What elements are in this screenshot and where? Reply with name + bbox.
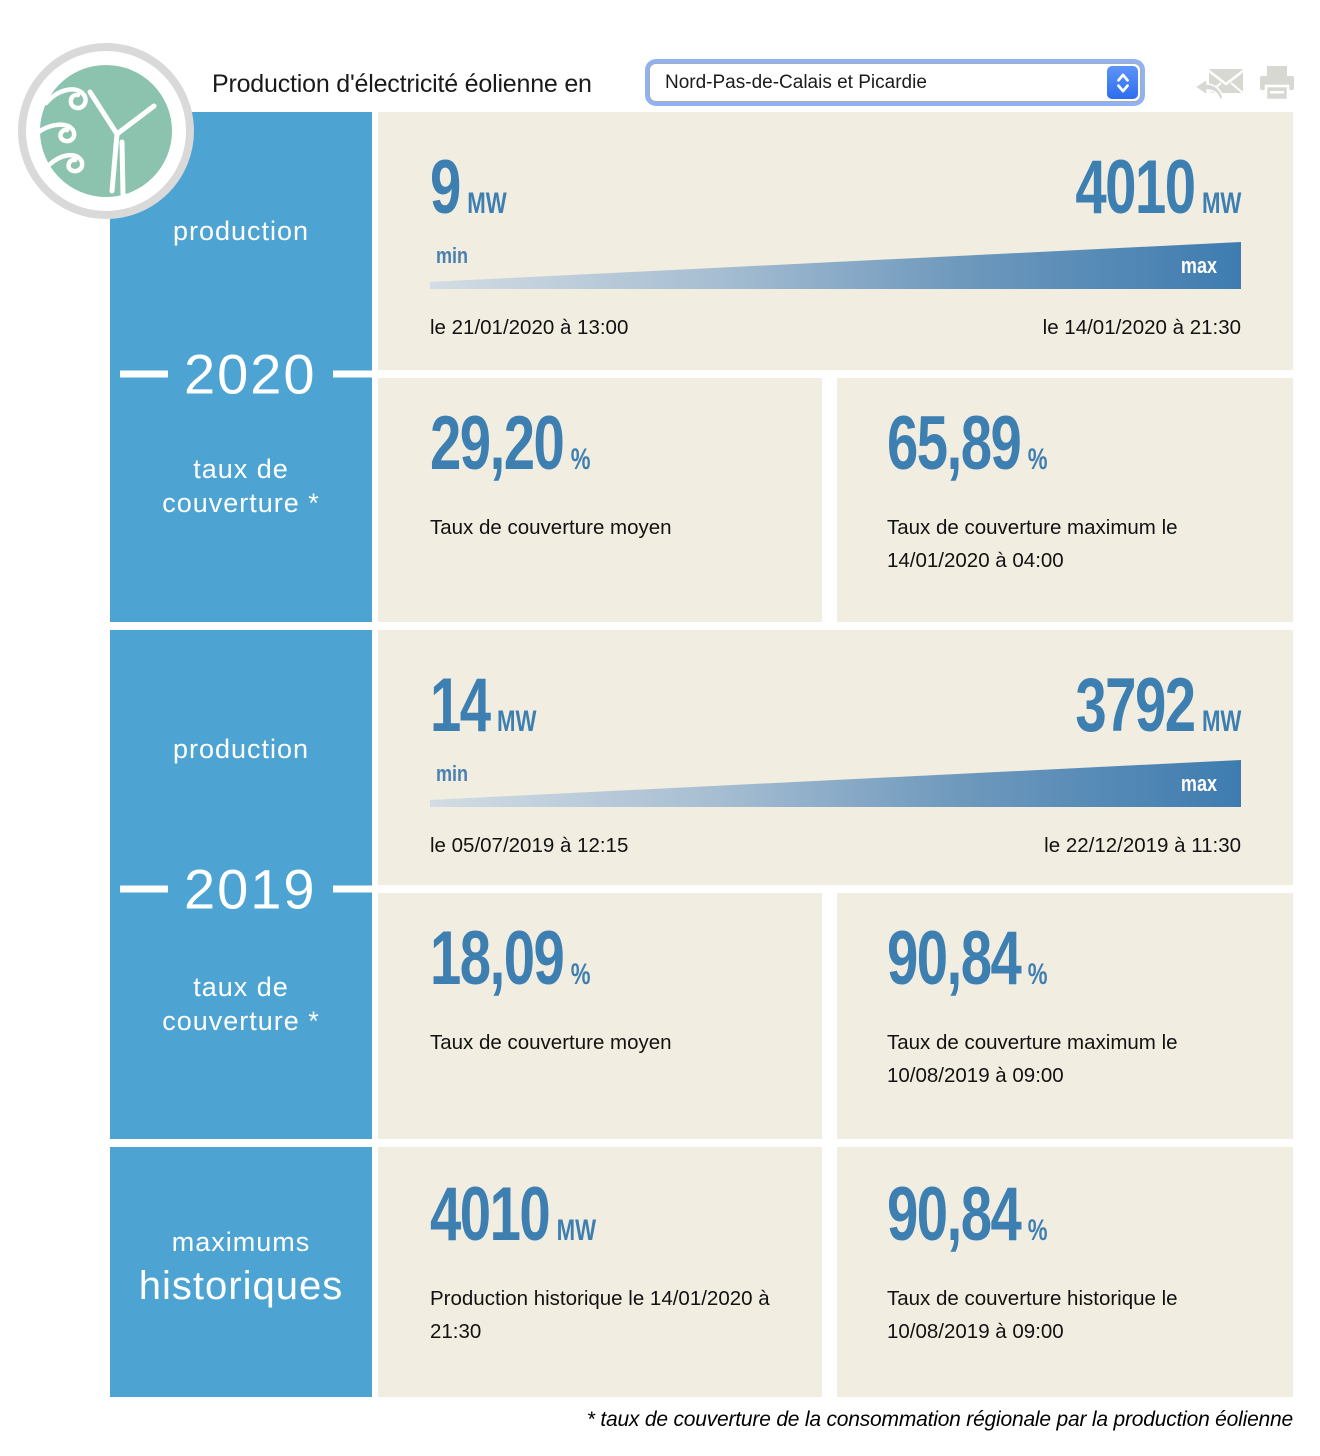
coverage-average-caption: Taux de couverture moyen xyxy=(430,1031,672,1055)
coverage-average-panel-2020 xyxy=(378,378,822,622)
coverage-label: taux de couverture * xyxy=(162,972,320,1036)
min-production-value: 9 MW xyxy=(430,144,507,230)
send-mail-icon[interactable] xyxy=(1193,67,1245,106)
max-date: le 14/01/2020 à 21:30 xyxy=(1042,316,1241,339)
historical-production-value: 4010 MW xyxy=(430,1172,597,1257)
min-date: le 05/07/2019 à 12:15 xyxy=(430,834,629,857)
up-down-chevrons-icon[interactable] xyxy=(1107,66,1138,99)
coverage-average-value: 18,09 % xyxy=(430,916,591,1001)
min-label: min xyxy=(436,243,469,268)
coverage-footnote: * taux de couverture de la consommation régionale par la production éolienne xyxy=(586,1408,1293,1431)
region-select-value: Nord-Pas-de-Calais et Picardie xyxy=(665,72,927,93)
coverage-maximum-value: 90,84 % xyxy=(887,916,1048,1001)
coverage-maximum-value: 65,89 % xyxy=(887,401,1048,486)
region-select[interactable] xyxy=(649,63,1141,102)
historical-coverage-value: 90,84 % xyxy=(887,1172,1048,1257)
max-date: le 22/12/2019 à 11:30 xyxy=(1044,834,1241,857)
coverage-maximum-panel-2020 xyxy=(837,378,1293,622)
production-panel-2019 xyxy=(378,630,1293,885)
section-2020 xyxy=(110,112,1293,622)
coverage-average-value: 29,20 % xyxy=(430,401,591,486)
year-badge xyxy=(120,342,372,407)
min-production-value: 14 MW xyxy=(430,662,537,748)
sidebar-historical xyxy=(110,1147,372,1397)
production-label: production xyxy=(172,734,310,764)
gradient-wedge xyxy=(430,760,1241,807)
production-label: production xyxy=(172,216,310,246)
section-historical-maximums xyxy=(110,1147,1293,1397)
year-dash-left xyxy=(120,886,168,893)
page-title: Production d'électricité éolienne en xyxy=(212,70,592,98)
historical-coverage-caption: Taux de couverture historique le 10/08/2019 à 09:00 xyxy=(887,1287,1178,1343)
section-2019 xyxy=(110,630,1293,1139)
year-badge xyxy=(120,857,372,922)
historical-production-panel xyxy=(378,1147,822,1397)
coverage-maximum-caption: Taux de couverture maximum le 10/08/2019 à 09:00 xyxy=(887,1031,1178,1087)
coverage-average-caption: Taux de couverture moyen xyxy=(430,516,672,540)
historical-label-line2: historiques xyxy=(138,1264,344,1308)
historical-production-caption: Production historique le 14/01/2020 à 21:30 xyxy=(430,1287,770,1343)
coverage-label: taux de couverture * xyxy=(162,454,320,518)
year-dash-right xyxy=(333,371,372,378)
printer-icon[interactable] xyxy=(1257,64,1297,109)
wind-turbine-logo xyxy=(16,40,196,222)
min-label: min xyxy=(436,761,469,786)
production-panel-2020 xyxy=(378,112,1293,370)
coverage-average-panel-2019 xyxy=(378,893,822,1139)
coverage-maximum-panel-2019 xyxy=(837,893,1293,1139)
max-production-value: 4010 MW xyxy=(1074,144,1241,230)
year-dash-right xyxy=(333,886,372,893)
historical-coverage-panel xyxy=(837,1147,1293,1397)
min-date: le 21/01/2020 à 13:00 xyxy=(430,316,629,339)
year-text: 2020 xyxy=(184,342,317,406)
max-label: max xyxy=(1180,253,1217,278)
min-max-gradient-bar xyxy=(430,242,1241,289)
max-label: max xyxy=(1180,771,1217,796)
max-production-value: 3792 MW xyxy=(1074,662,1241,748)
year-text: 2019 xyxy=(184,857,317,921)
min-max-gradient-bar xyxy=(430,760,1241,807)
historical-label-line1: maximums xyxy=(171,1227,311,1257)
coverage-maximum-caption: Taux de couverture maximum le 14/01/2020 à 04:00 xyxy=(887,516,1178,572)
gradient-wedge xyxy=(430,242,1241,289)
year-dash-left xyxy=(120,371,168,378)
header-actions xyxy=(1193,64,1303,108)
sidebar-2019 xyxy=(110,630,372,1139)
